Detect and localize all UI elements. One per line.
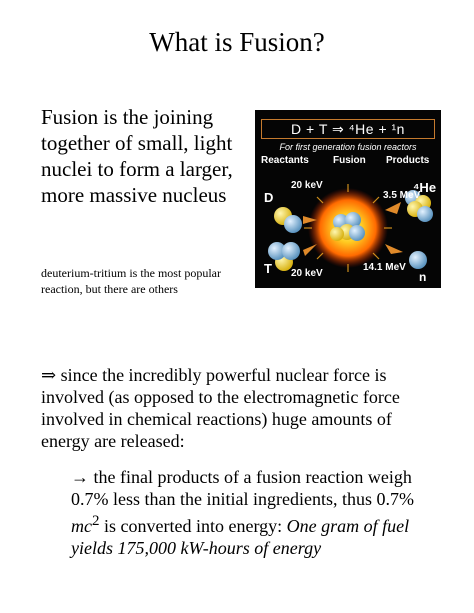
reaction-equation: D + T ⇒ ⁴He + ¹n (261, 119, 435, 139)
label-energy-tritium: 20 keV (291, 268, 323, 279)
deuterium-neutron (284, 215, 302, 233)
label-helium: ⁴He (413, 180, 437, 195)
label-energy-helium: 3.5 MeV (383, 190, 421, 201)
label-tritium: T (264, 261, 272, 276)
label-neutron: n (419, 270, 427, 284)
sub-point-lead: → the final products of a fusion reaction weigh 0.7% less than the initial ingredients, thus 0.7% (71, 467, 414, 509)
label-energy-neutron: 14.1 MeV (363, 262, 406, 273)
label-energy-deuterium: 20 keV (291, 180, 323, 191)
figure-subtitle: For first generation fusion reactors (279, 142, 417, 152)
main-point: ⇒ since the incredibly powerful nuclear force is involved (as opposed to the electromagnetic force involved in chemical reactions) huge amounts of energy are released: (41, 365, 400, 451)
mc-symbol: mc (71, 516, 92, 536)
sub-point (71, 466, 441, 559)
arrow-helium-out (385, 202, 401, 214)
sub-point-mid: is converted into energy: (99, 516, 287, 536)
header-fusion: Fusion (333, 155, 366, 166)
header-products: Products (386, 155, 430, 166)
fused-nucleon (349, 225, 365, 241)
footnote-text: deuterium-tritium is the most popular reaction, but there are others (41, 266, 221, 296)
squared-exponent: 2 (92, 513, 100, 529)
intro-text: Fusion is the joining together of small, light nuclei to form a larger, more massive nucleus (41, 105, 233, 207)
fused-nucleon (330, 227, 344, 241)
energy-yield-emphasis: One gram of fuel yields 175,000 kW-hours of energy (71, 516, 410, 558)
free-neutron (409, 251, 427, 269)
fusion-reaction-figure (255, 110, 441, 288)
label-deuterium: D (264, 190, 274, 205)
header-reactants: Reactants (261, 155, 309, 166)
tritium-neutron (282, 242, 300, 260)
helium-nucleon (417, 206, 433, 222)
page-title: What is Fusion? (149, 27, 325, 57)
arrow-neutron-out (385, 244, 403, 254)
